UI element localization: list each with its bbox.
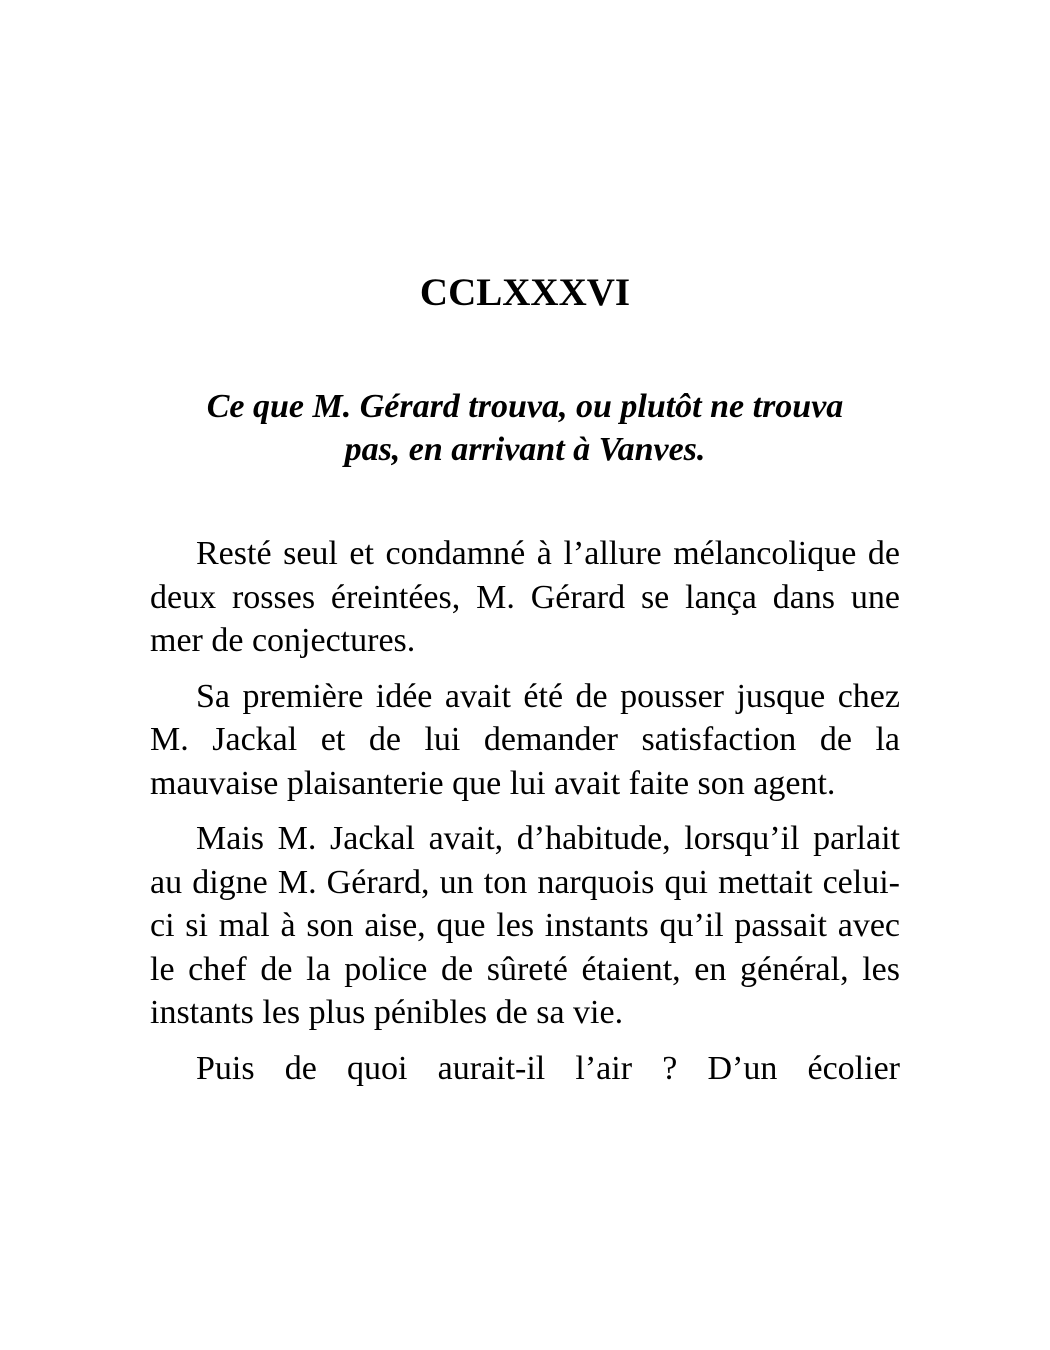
chapter-title-line-2: pas, en arrivant à Vanves. (344, 431, 706, 468)
chapter-title (150, 385, 900, 471)
book-page (150, 0, 900, 1350)
paragraph: Sa première idée avait été de pousser jusque chez M. Jackal et de lui demander satisfaction de la mauvaise plaisanterie que lui avait faite son agent. (150, 677, 900, 802)
chapter-body (150, 532, 900, 1102)
paragraph: Mais M. Jackal avait, d’habitude, lorsqu’il parlait au digne M. Gérard, un ton narquois qui mettait celui-ci si mal à son aise, que les instants qu’il passait avec le chef de la police de sûreté étaient, en général, les instants les plus pénibles de sa vie. (150, 820, 900, 1031)
paragraph: Puis de quoi aurait-il l’air ? D’un écolier (196, 1049, 900, 1087)
chapter-title-line-1: Ce que M. Gérard trouva, ou plutôt ne trouva (206, 388, 844, 425)
chapter-number: CCLXXXVI (419, 271, 631, 314)
paragraph: Resté seul et condamné à l’allure mélancolique de deux rosses éreintées, M. Gérard se lança dans une mer de conjectures. (150, 535, 900, 659)
